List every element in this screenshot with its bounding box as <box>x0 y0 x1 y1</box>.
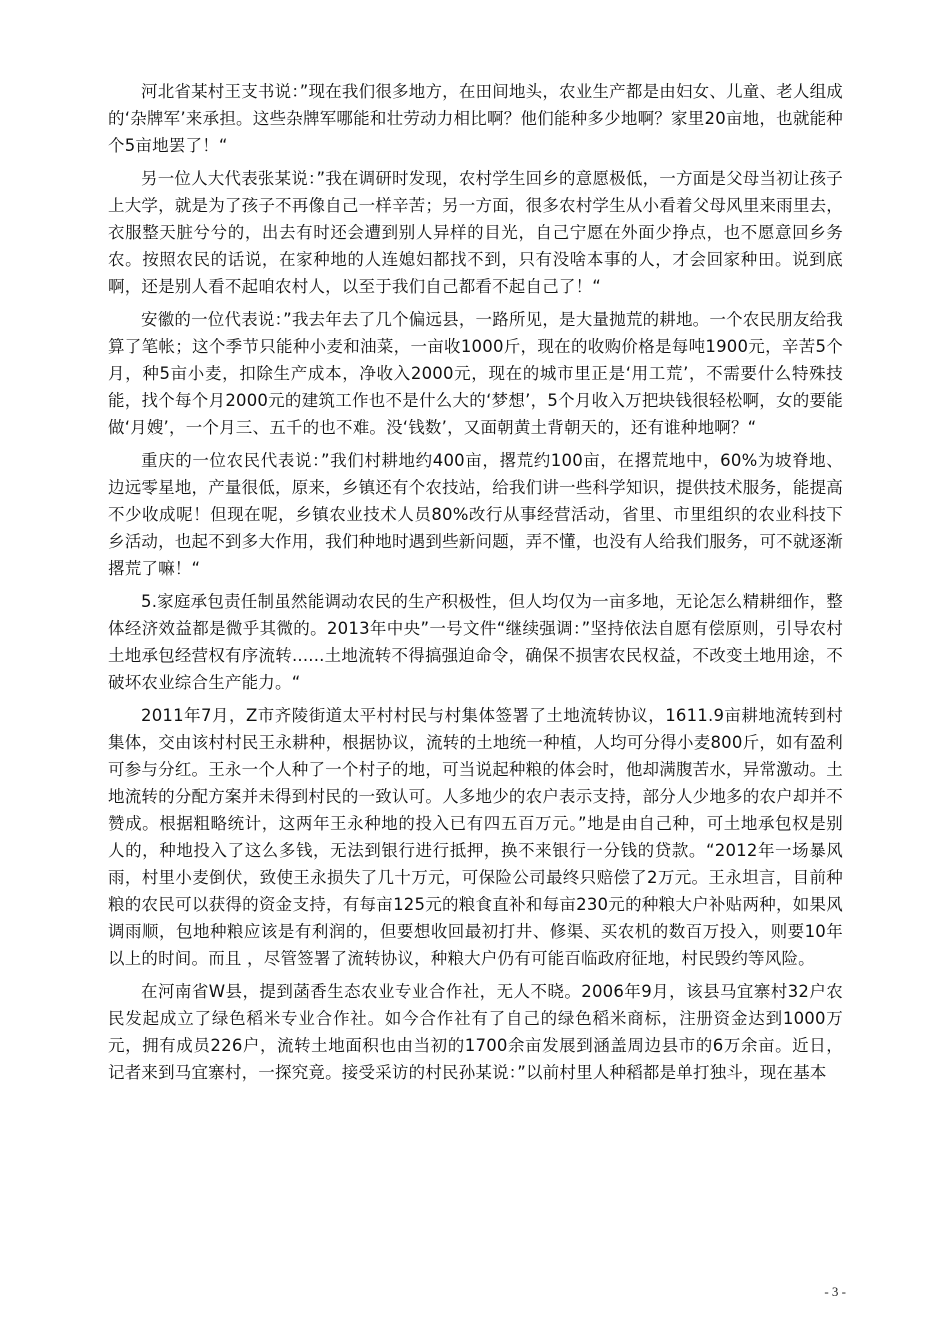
page-number: - 3 - <box>824 1284 846 1299</box>
paragraph-deputy-zhang: 另一位人大代表张某说：”我在调研时发现，农村学生回乡的意愿极低，一方面是父母当初让孩子上大学，就是为了孩子不再像自己一样辛苦；另一方面，很多农村学生从小看着父母风里来雨里去，衣服整天脏兮兮的，出去有时还会遭到别人异样的目光，自己宁愿在外面少挣点，也不愿意回乡务农。按照农民的话说，在家种地的人连媳妇都找不到，只有没啥本事的人，才会回家种田。说到底啊，还是别人看不起咱农村人，以至于我们自己都看不起自己了！“ <box>108 169 843 296</box>
paragraph-wang-yong: 2011年7月，Z市齐陵街道太平村村民与村集体签署了土地流转协议，1611.9亩耕地流转到村集体，交由该村村民王永耕种，根据协议，流转的土地统一种植，人均可分得小麦800斤，如有盈利可参与分红。王永一个人种了一个村子的地，可当说起种粮的体会时，他却满腹苦水，异常激动。土地流转的分配方案并未得到村民的一致认可。人多地少的农户表示支持，部分人少地多的农户却并不赞成。根据粗略统计，这两年王永种地的投入已有四五百万元。”地是由自己种，可土地承包权是别人的，种地投入了这么多钱，无法到银行进行抵押，换不来银行一分钱的贷款。“2012年一场暴风雨，村里小麦倒伏，致使王永损失了几十万元，可保险公司最终只赔偿了2万元。王永坦言，目前种粮的农民可以获得的资金支持，有每亩125元的粮食直补和每亩230元的种粮大户补贴两种，如果风调雨顺，包地种粮应该是有利润的，但要想收回最初打井、修渠、买农机的数百万投入，则要10年以上的时间。而且 ，尽管签署了流转协议，种粮大户仍有可能百临政府征地，村民毁约等风险。 <box>108 706 843 968</box>
paragraph-material-5: 5.家庭承包责任制虽然能调动农民的生产积极性，但人均仅为一亩多地，无论怎么精耕细作，整体经济效益都是微乎其微的。2013年中央”一号文件“继续强调：”坚持依法自愿有偿原则，引导农村土地承包经营权有序流转......土地流转不得搞强迫命令，确保不损害农民权益，不改变土地用途，不破坏农业综合生产能力。“ <box>108 592 843 692</box>
document-body <box>108 78 843 1092</box>
paragraph-chongqing-deputy: 重庆的一位农民代表说：”我们村耕地约400亩，撂荒约100亩，在撂荒地中，60%为坡脊地、边远零星地，产量很低，原来，乡镇还有个农技站，给我们讲一些科学知识，提供技术服务，能提高不少收成呢！但现在呢，乡镇农业技术人员80%改行从事经营活动，省里、市里组织的农业科技下乡活动，也起不到多大作用，我们种地时遇到些新问题，弄不懂，也没有人给我们服务，可不就逐渐撂荒了嘛！“ <box>108 451 843 578</box>
paragraph-anhui-deputy: 安徽的一位代表说：”我去年去了几个偏远县，一路所见，是大量抛荒的耕地。一个农民朋友给我算了笔帐；这个季节只能种小麦和油菜，一亩收1000斤，现在的收购价格是每吨1900元，辛苦5个月，种5亩小麦，扣除生产成本，净收入2000元，现在的城市里正是‘用工荒’，不需要什么特殊技能，找个每个月2000元的建筑工作也不是什么大的‘梦想’，5个月收入万把块钱很轻松啊，女的要能做‘月嫂’，一个月三、五千的也不难。没‘钱数’，又面朝黄土背朝天的，还有谁种地啊？“ <box>108 310 843 437</box>
paragraph-henan-cooperative: 在河南省W县，提到菡香生态农业专业合作社，无人不晓。2006年9月，该县马宜寨村32户农民发起成立了绿色稻米专业合作社。如今合作社有了自己的绿色稻米商标，注册资金达到1000万元，拥有成员226户，流转土地面积也由当初的1700余亩发展到涵盖周边县市的6万余亩。近日，记者来到马宜寨村，一探究竟。接受采访的村民孙某说：”以前村里人种稻都是单打独斗，现在基本 <box>108 982 843 1082</box>
paragraph-hebei-secretary: 河北省某村王支书说：”现在我们很多地方，在田间地头，农业生产都是由妇女、儿童、老人组成的‘杂牌军’来承担。这些杂牌军哪能和壮劳动力相比啊？他们能种多少地啊？家里20亩地，也就能种个5亩地罢了！“ <box>108 82 843 155</box>
